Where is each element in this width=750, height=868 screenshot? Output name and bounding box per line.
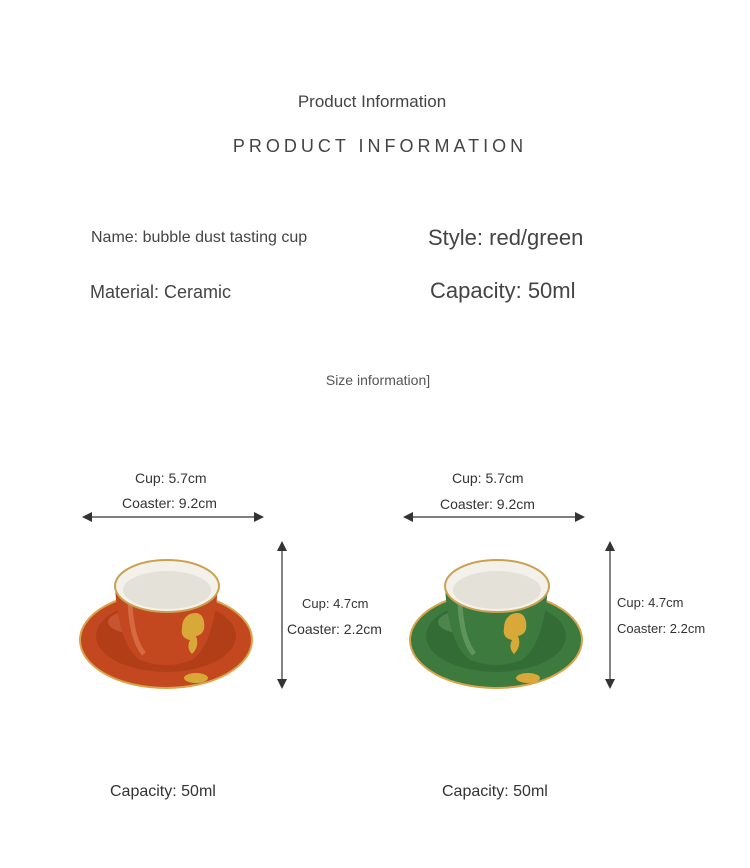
spec-material: Material: Ceramic: [90, 282, 232, 302]
red-coaster-width-label: Coaster: 9.2cm: [122, 495, 217, 511]
spec-name: Name: bubble dust tasting cup: [91, 229, 308, 246]
spec-capacity: Capacity: 50ml: [430, 278, 576, 303]
red-cup-height-label: Cup: 4.7cm: [302, 596, 369, 611]
page-title: Product Information: [297, 92, 447, 111]
green-capacity-label: Capacity: 50ml: [442, 783, 548, 800]
page-title-caps: PRODUCT INFORMATION: [232, 136, 528, 156]
red-capacity-label: Capacity: 50ml: [110, 783, 216, 800]
red-coaster-height-label: Coaster: 2.2cm: [287, 621, 382, 637]
green-cup-height-label: Cup: 4.7cm: [617, 595, 684, 610]
size-information-caption: Size information]: [325, 372, 431, 388]
red-cup-image: [78, 552, 256, 692]
green-height-arrow: [602, 539, 618, 691]
green-cup-image: [408, 552, 586, 692]
spec-style: Style: red/green: [428, 225, 584, 250]
red-height-arrow: [274, 539, 290, 691]
red-cup-width-label: Cup: 5.7cm: [135, 470, 207, 486]
green-width-arrow: [401, 509, 587, 525]
green-cup-width-label: Cup: 5.7cm: [452, 470, 524, 486]
green-coaster-height-label: Coaster: 2.2cm: [617, 621, 706, 636]
green-coaster-width-label: Coaster: 9.2cm: [440, 496, 535, 512]
red-width-arrow: [80, 509, 266, 525]
